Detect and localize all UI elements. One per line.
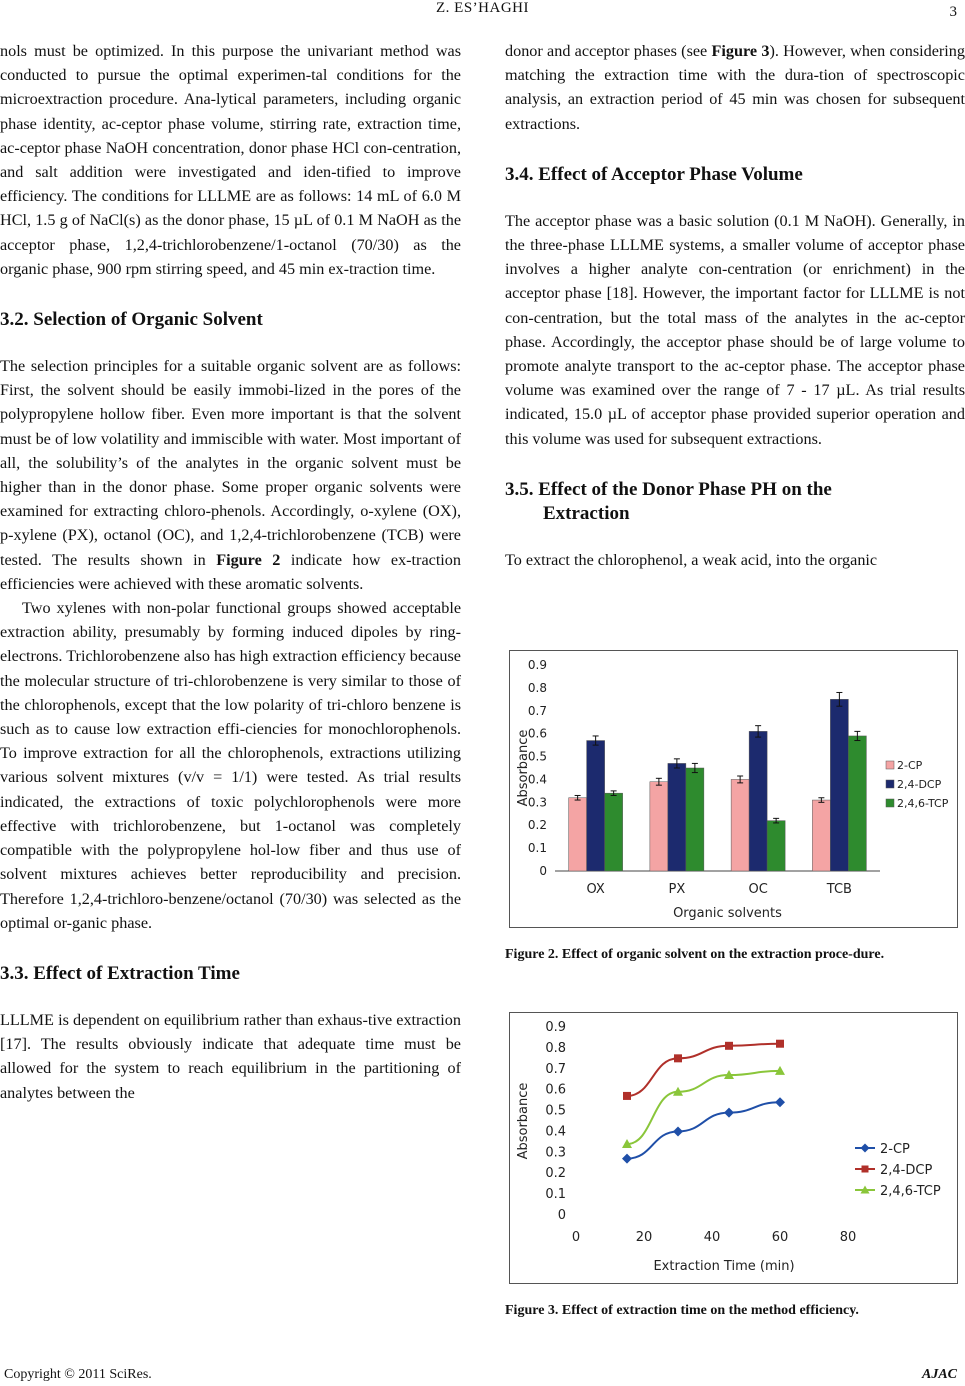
y-tick-label: 0.4 [545,1124,566,1140]
y-tick-label: 0.7 [545,1061,566,1077]
x-tick-label: 20 [635,1230,653,1245]
y-tick-label: 0.7 [527,703,547,718]
bar-2-CP [569,798,587,871]
data-point-2,4-DCP [862,1166,869,1173]
section-heading-3-2: 3.2. Selection of Organic Solvent [0,309,263,331]
data-point-2-CP [861,1144,870,1153]
x-tick-label: 60 [771,1230,789,1245]
x-tick-label: 40 [703,1230,721,1245]
x-tick-label: OC [748,882,768,897]
y-tick-label: 0 [557,1208,566,1223]
legend-swatch-2,4-DCP [886,780,894,788]
y-tick-label: 0.5 [527,749,547,764]
data-point-2-CP [673,1126,683,1136]
footer-copyright: Copyright © 2011 SciRes. [4,1367,152,1382]
right-column [505,39,965,572]
bar-2,4-DCP [830,699,848,871]
figure-3-caption: Figure 3. Effect of extraction time on the method efficiency. [505,1303,859,1318]
y-axis-label: Absorbance [516,729,531,807]
legend-swatch-2-CP [886,761,894,769]
bar-2,4,6-TCP [848,736,866,871]
y-tick-label: 0.6 [527,726,547,741]
legend-label: 2,4,6-TCP [880,1184,941,1199]
x-tick-label: OX [586,882,605,897]
bar-2,4,6-TCP [605,793,623,871]
bar-2,4-DCP [749,731,767,871]
line-chart-svg [510,1013,957,1283]
legend-swatch-2,4,6-TCP [886,799,894,807]
y-tick-label: 0.2 [527,818,547,833]
data-point-2,4-DCP [776,1040,784,1048]
y-tick-label: 0.4 [527,772,547,787]
bar-chart-svg [510,651,957,927]
paragraph: To extract the chlorophenol, a weak acid, into the organic [505,550,878,569]
bar-2-CP [731,779,749,871]
series-line-2,4-DCP [627,1044,780,1096]
paragraph: donor and acceptor phases (see Figure 3). However, when considering matching the extraction time with the dura-tion of spectroscopic analysis, an extraction period of 45 min was chosen for subsequent extractions. [505,42,965,133]
y-tick-label: 0.9 [545,1020,566,1035]
page-number: 3 [949,4,957,20]
legend-label: 2-CP [897,759,923,772]
paragraph: nols must be optimized. In this purpose the univariant method was conducted to pursue the optimal experimen-tal conditions for the microextraction procedure. Ana-lytical parameters, including organic phase identity, ac-ceptor phase volume, stirring rate, extraction time, ac-ceptor phase NaOH concentration, donor phase HCl con-centration, and salt addition were investigated and iden-tified to improve efficiency. The conditions for LLLME are as follows: 14 mL of 6.0 M HCl, 1.5 g of NaCl(s) as the donor phase, 15 µL of 0.1 M NaOH as the acceptor phase, 1,2,4-trichlorobenzene/1-octanol (70/30) as the organic phase, 900 rpm stirring speed, and 45 min ex-traction time. [0,42,461,278]
figure-2-bar-chart [509,650,958,928]
bar-2,4,6-TCP [767,821,785,871]
y-tick-label: 0 [539,864,547,878]
left-column [0,39,461,1105]
paragraph: Two xylenes with non-polar functional groups showed acceptable extraction ability, presumably by forming induced dipoles by ring-electrons. Trichlorobenzene also has high extraction efficiency because the molecular structure of tri-chlorobenzene is very similar to those of the chlorophenols, except that the low polarity of tri-chloro benzene is such as to cause low extraction effi-ciencies for monochlorophenols. To improve extraction for all the chlorophenols, extractions utilizing various solvent mixtures (v/v = 1/1) were tested. As trial results indicated, the extractions of toxic polychlorophenols were more effective with trichlorobenzene, but 1-octanol was completely compatible with the polypropylene hol-low fiber and thus use of solvent mixtures achieves better reproducibility and precision. Therefore 1,2,4-trichloro-benzene/octanol (70/30) was selected as the optimal or-ganic phase. [0,599,461,932]
y-tick-label: 0.9 [527,658,547,672]
legend-label: 2-CP [880,1142,910,1157]
data-point-2,4-DCP [725,1042,733,1050]
running-header-author: Z. ES’HAGHI [436,0,529,16]
bar-2-CP [812,800,830,871]
figure-reference[interactable]: Figure 2 [216,550,281,569]
figure-reference[interactable]: Figure 3 [711,42,770,60]
bar-2,4,6-TCP [686,768,704,871]
data-point-2-CP [775,1097,785,1107]
data-point-2-CP [724,1108,734,1118]
y-tick-label: 0.8 [527,680,547,695]
data-point-2,4-DCP [623,1092,631,1100]
y-tick-label: 0.3 [545,1145,566,1161]
legend-label: 2,4-DCP [897,778,942,791]
y-tick-label: 0.6 [545,1082,566,1098]
x-tick-label: 80 [839,1230,857,1245]
footer-journal: AJAC [921,1367,957,1382]
x-tick-label: 0 [571,1230,581,1245]
paragraph: LLLME is dependent on equilibrium rather than exhaus-tive extraction [17]. The results obviously indicate that adequate time must be allowed for the system to reach equilibrium in the partitioning of analytes between the [0,1010,461,1102]
paragraph: The selection principles for a suitable organic solvent are as follows: First, the solvent should be easily immobi-lized in the pores of the polypropylene hollow fiber. Even more important is that the solvent must be of low volatility and immiscible with water. Most important of all, the solubility’s of the analytes in the organic solvent must be higher than in the donor phase. Some proper organic solvents were examined for extracting chloro-phenols. Accordingly, o-xylene (OX), p-xylene (PX), octanol (OC), and 1,2,4-trichlorobenzene (TCB) were tested. The results shown in Figure 2 indicate how ex-traction efficiencies were achieved with these aromatic solvents. [0,357,461,593]
figure-2-caption: Figure 2. Effect of organic solvent on the extraction proce-dure. [505,947,885,962]
figure-3-line-chart [509,1012,958,1284]
x-tick-label: PX [668,882,686,897]
bar-2,4-DCP [668,763,686,871]
y-tick-label: 0.5 [545,1103,566,1119]
data-point-2-CP [622,1154,632,1164]
section-heading-3-3: 3.3. Effect of Extraction Time [0,962,240,984]
y-axis-label: Absorbance [516,1082,531,1160]
legend-label: 2,4,6-TCP [897,797,949,810]
x-axis-label: Organic solvents [673,906,782,921]
x-axis-label: Extraction Time (min) [653,1259,795,1274]
bar-2-CP [650,782,668,871]
series-line-2-CP [627,1102,780,1158]
section-heading-3-4: 3.4. Effect of Acceptor Phase Volume [505,163,803,185]
y-tick-label: 0.8 [545,1040,566,1056]
bar-2,4-DCP [587,741,605,871]
data-point-2,4-DCP [674,1054,682,1062]
paragraph: The acceptor phase was a basic solution (0.1 M NaOH). Generally, in the three-phase LLLME systems, a smaller volume of acceptor phase involves a higher analyte con-centration (or enrichment) in the acceptor phase [18]. However, the important factor for LLLME is not con-centration, but the total mass of the analytes in the ac-ceptor phase. Accordingly, the acceptor phase should be of large volume to promote analyte transport to the ac-ceptor phase. The acceptor phase volume was examined over the range of 7 - 17 µL. As trial results indicated, 15.0 µL of acceptor phase provided superior operation and this volume was used for subsequent extractions. [505,211,965,448]
y-tick-label: 0.1 [527,841,547,856]
y-tick-label: 0.2 [545,1166,566,1182]
y-tick-label: 0.1 [545,1187,566,1203]
y-tick-label: 0.3 [527,795,547,810]
section-heading-3-5: 3.5. Effect of the Donor Phase PH on the Extraction [505,478,832,524]
x-tick-label: TCB [826,882,852,897]
legend-label: 2,4-DCP [880,1163,933,1178]
